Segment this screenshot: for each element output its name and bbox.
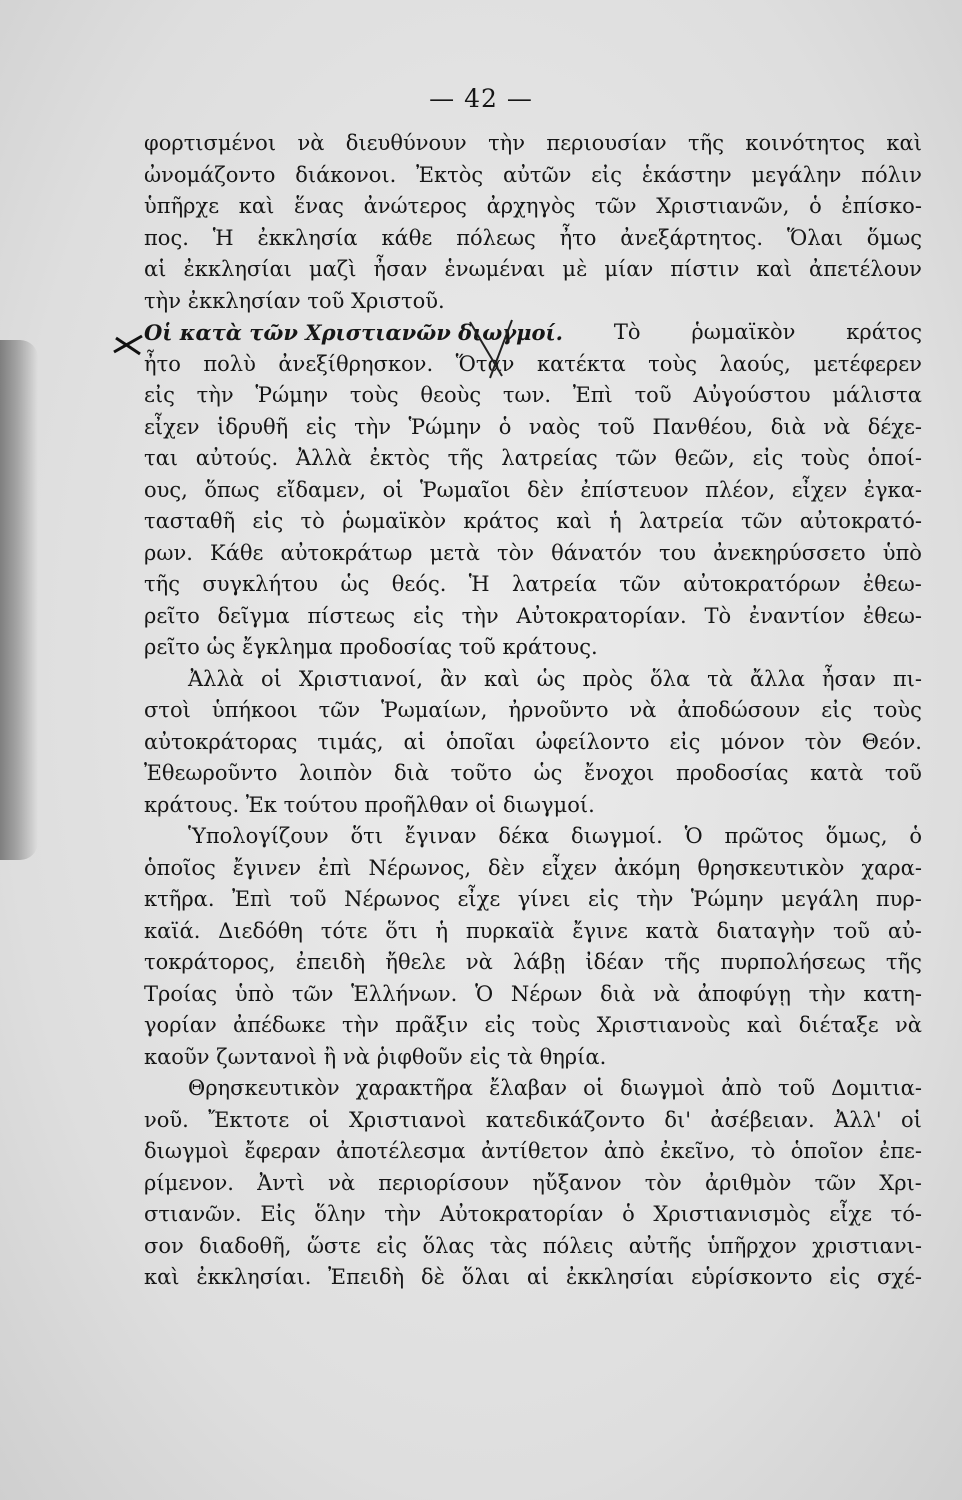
section-heading-line: Οἱ κατὰ τῶν Χριστιανῶν διωγμοί. Τὸ ῥωμαϊκὸν κράτος [144,317,922,349]
text-line: πος. Ἡ ἐκκλησία κάθε πόλεως ἦτο ἀνεξάρτητος. Ὅλαι ὅμως [144,225,922,250]
text-line: αἱ ἐκκλησίαι μαζὶ ἦσαν ἑνωμέναι μὲ μίαν πίστιν καὶ ἀπετέλουν [144,257,922,281]
text-line: ρίμενον. Ἀντὶ νὰ περιορίσουν ηὔξανον τὸν ἀριθμὸν τῶν Χρι- [144,1170,922,1195]
text-line: Τροίας ὑπὸ τῶν Ἑλλήνων. Ὁ Νέρων διὰ νὰ ἀποφύγῃ τὴν κατη- [144,981,922,1006]
text-line: νοῦ. Ἔκτοτε οἱ Χριστιανοὶ κατεδικάζοντο δι' ἀσέβειαν. Ἀλλ' οἱ [144,1107,922,1132]
text-line: κτῆρα. Ἐπὶ τοῦ Νέρωνος εἶχε γίνει εἰς τὴν Ῥώμην μεγάλη πυρ- [144,887,922,911]
text-line: σον διαδοθῆ, ὥστε εἰς ὅλας τὰς πόλεις αὐτῆς ὑπῆρχον χριστιανι- [144,1233,922,1258]
text-line: ρεῖτο δεῖγμα πίστεως εἰς τὴν Αὐτοκρατορίαν. Τὸ ἐναντίον ἐθεω- [144,603,922,628]
text-line: τῆς συγκλήτου ὡς θεός. Ἡ λατρεία τῶν αὐτοκρατόρων ἐθεω- [144,572,922,596]
text-line: Ἐθεωροῦντο λοιπὸν διὰ τοῦτο ὡς ἔνοχοι προδοσίας κατὰ τοῦ [144,761,922,785]
text-line: εἶχεν ἱδρυθῆ εἰς τὴν Ῥώμην ὁ ναὸς τοῦ Πανθέου, διὰ νὰ δέχε- [144,414,922,439]
section-heading: Οἱ κατὰ τῶν Χριστιανῶν διωγμοί. [144,320,563,345]
text-line: τασταθῆ εἰς τὸ ῥωμαϊκὸν κράτος καὶ ἡ λατρεία τῶν αὐτοκρατό- [144,509,922,533]
page-edge-stain [0,340,38,860]
text-line: ἦτο πολὺ ἀνεξίθρησκον. Ὅταν κατέκτα τοὺς λαούς, μετέφερεν [144,351,922,376]
text-line: τὴν ἐκκλησίαν τοῦ Χριστοῦ. [144,288,445,313]
text-line: ται αὐτούς. Ἀλλὰ ἐκτὸς τῆς λατρείας τῶν θεῶν, εἰς τοὺς ὁποί- [144,446,922,470]
text-line: κράτους. Ἐκ τούτου προῆλθαν οἱ διωγμοί. [144,792,595,817]
text-line: ρεῖτο ὡς ἔγκλημα προδοσίας τοῦ κράτους. [144,635,598,659]
text-line: ὁποῖος ἔγινεν ἐπὶ Νέρωνος, δὲν εἶχεν ἀκόμη θρησκευτικὸν χαρα- [144,855,922,880]
text-line: στιανῶν. Εἰς ὅλην τὴν Αὐτοκρατορίαν ὁ Χριστιανισμὸς εἶχε τό- [144,1202,922,1226]
text-line: αὐτοκράτορας τιμάς, αἱ ὁποῖαι ὠφείλοντο εἰς μόνον τὸν Θεόν. [144,729,922,754]
text-line: καϊά. Διεδόθη τότε ὅτι ἡ πυρκαϊὰ ἔγινε κατὰ διαταγὴν τοῦ αὐ- [144,918,922,943]
text-line: γορίαν ἀπέδωκε τὴν πρᾶξιν εἰς τοὺς Χριστιανοὺς καὶ διέταξε νὰ [144,1013,922,1037]
text-line: εἰς τὴν Ῥώμην τοὺς θεοὺς των. Ἐπὶ τοῦ Αὐγούστου μάλιστα [144,383,922,407]
text-line: ὠνομάζοντο διάκονοι. Ἐκτὸς αὐτῶν εἰς ἑκάστην μεγάλην πόλιν [144,162,922,187]
text-line: φορτισμένοι νὰ διευθύνουν τὴν περιουσίαν τῆς κοινότητος καὶ [144,131,922,155]
text-line: καοῦν ζωντανοὶ ἢ νὰ ῥιφθοῦν εἰς τὰ θηρία. [144,1044,607,1069]
text-line: ὑπῆρχε καὶ ἕνας ἀνώτερος ἀρχηγὸς τῶν Χριστιανῶν, ὁ ἐπίσκο- [144,194,922,218]
text-line: καὶ ἐκκλησίαι. Ἐπειδὴ δὲ ὅλαι αἱ ἐκκλησίαι εὑρίσκοντο εἰς σχέ- [144,1265,922,1289]
text-line: ρων. Κάθε αὐτοκράτωρ μετὰ τὸν θάνατόν του ἀνεκηρύσσετο ὑπὸ [144,540,922,565]
text-line: Ὑπολογίζουν ὅτι ἔγιναν δέκα διωγμοί. Ὁ πρῶτος ὅμως, ὁ [188,824,922,848]
text-line: τοκράτορος, ἐπειδὴ ἤθελε νὰ λάβῃ ἰδέαν τῆς πυρπολήσεως τῆς [144,950,922,974]
page-number: — 42 — [429,84,533,113]
text-line: ους, ὅπως εἴδαμεν, οἱ Ῥωμαῖοι δὲν ἐπίστευον πλέον, εἶχεν ἐγκα- [144,477,922,502]
text-line: Ἀλλὰ οἱ Χριστιανοί, ἂν καὶ ὡς πρὸς ὅλα τὰ ἄλλα ἦσαν πι- [188,666,922,691]
text-line: διωγμοὶ ἔφεραν ἀποτέλεσμα ἀντίθετον ἀπὸ ἐκεῖνο, τὸ ὁποῖον ἐπε- [144,1139,922,1163]
text-line: στοὶ ὑπήκοοι τῶν Ῥωμαίων, ἠρνοῦντο νὰ ἀποδώσουν εἰς τοὺς [144,698,922,722]
body-text [144,128,922,1294]
text-line: Θρησκευτικὸν χαρακτῆρα ἔλαβαν οἱ διωγμοὶ ἀπὸ τοῦ Δομιτια- [188,1076,922,1100]
